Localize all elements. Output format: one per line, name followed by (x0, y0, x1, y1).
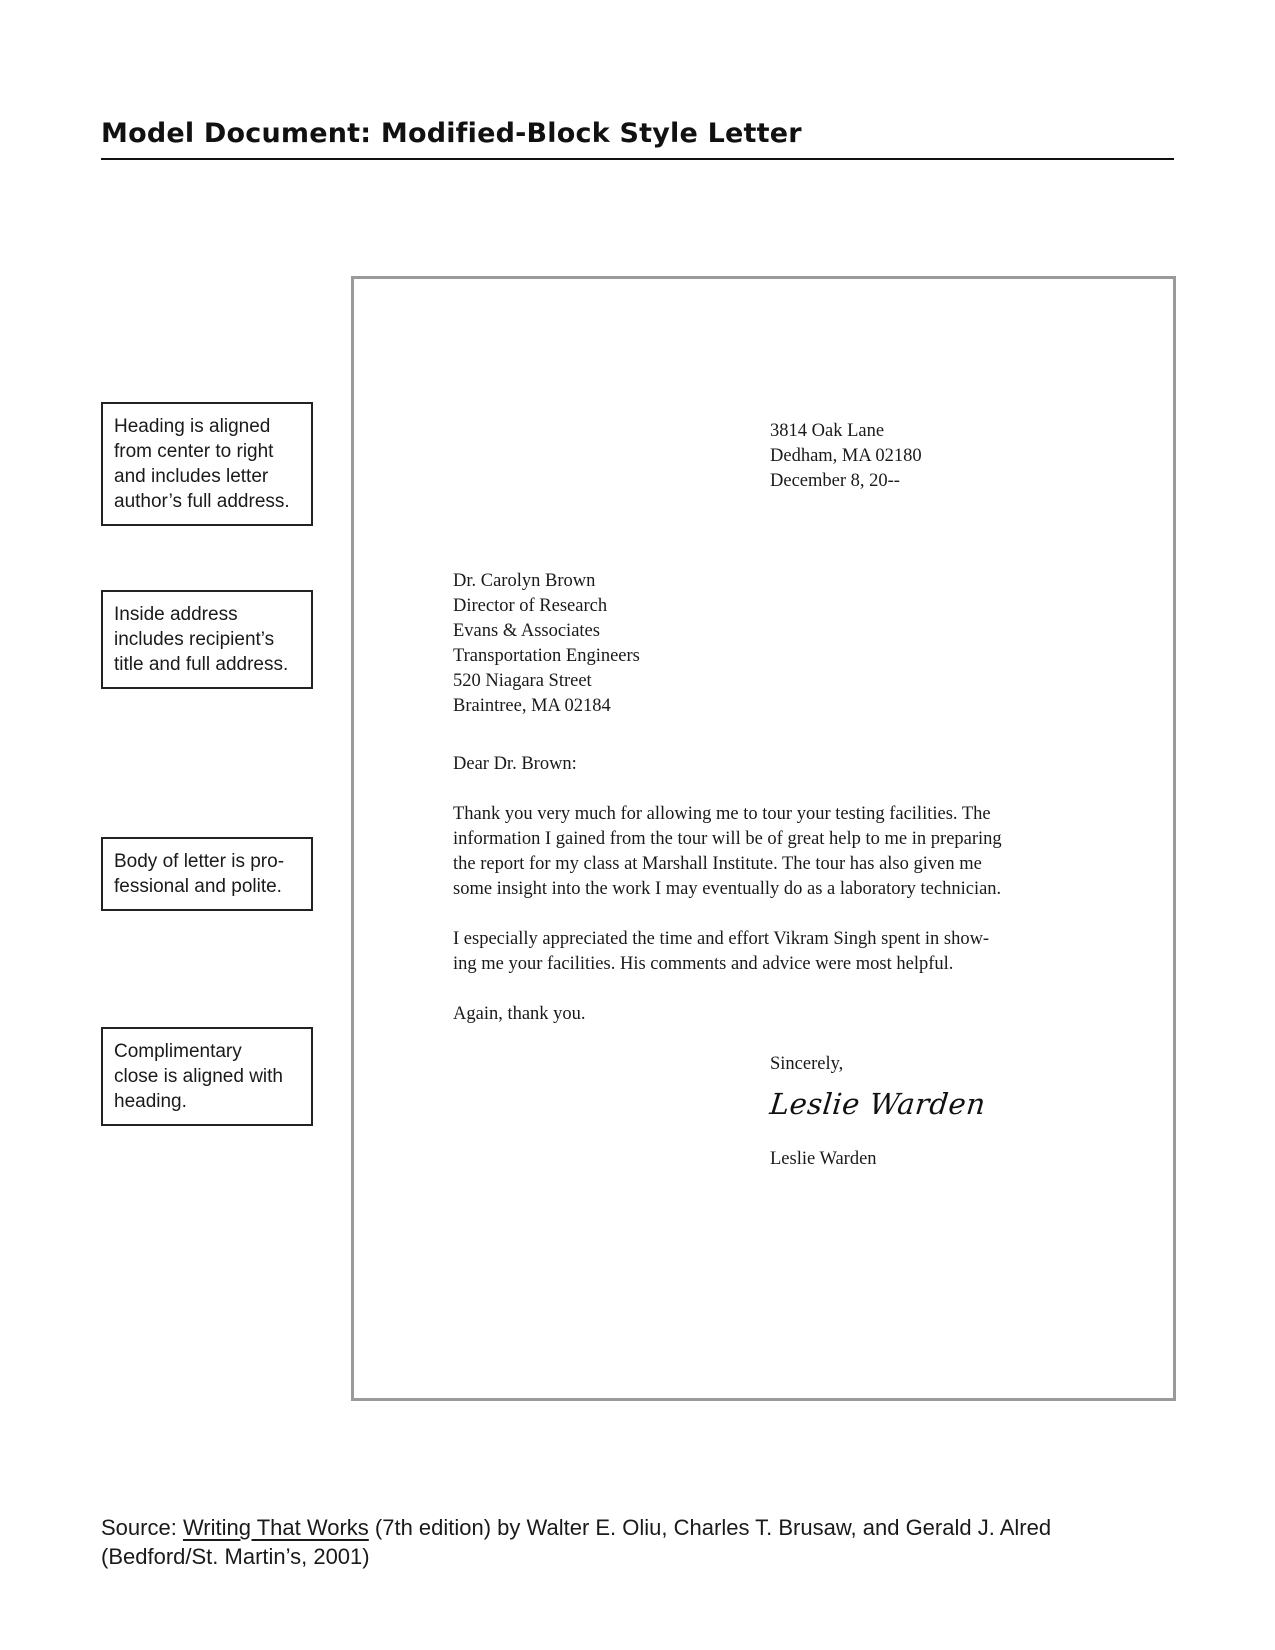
callout-body (101, 837, 313, 911)
callout-line: Inside address (114, 604, 238, 625)
body-line: some insight into the work I may eventually do as a laboratory technician. (453, 879, 1002, 899)
body-line: Thank you very much for allowing me to tour your testing facilities. The (453, 804, 991, 824)
body-paragraph-3: Again, thank you. (453, 1004, 586, 1024)
handwritten-signature: Leslie Warden (768, 1087, 988, 1121)
callout-line: from center to right (114, 441, 274, 462)
body-paragraph-1 (453, 802, 1002, 902)
callout-line: Heading is aligned (114, 416, 271, 437)
source-line-1 (101, 1513, 1051, 1542)
callout-line: author’s full address. (114, 491, 290, 512)
complimentary-close: Sincerely, (770, 1054, 844, 1074)
recipient-name: Dr. Carolyn Brown (453, 571, 596, 591)
source-citation (101, 1513, 1051, 1571)
typed-name: Leslie Warden (770, 1149, 877, 1169)
recipient-city: Braintree, MA 02184 (453, 696, 611, 716)
title-divider (101, 158, 1174, 160)
recipient-street: 520 Niagara Street (453, 671, 592, 691)
callout-line: close is aligned with (114, 1066, 283, 1087)
callout-line: includes recipient’s (114, 629, 275, 650)
recipient-title: Director of Research (453, 596, 608, 616)
callout-line: title and full address. (114, 654, 289, 675)
source-book-title: Writing That Works (182, 1515, 369, 1540)
source-line-2: (Bedford/St. Martin’s, 2001) (101, 1544, 370, 1569)
callout-line: fessional and polite. (114, 876, 282, 897)
callout-line: Body of letter is pro- (114, 851, 285, 872)
body-line: ing me your facilities. His comments and advice were most helpful. (453, 954, 954, 974)
callout-inside-address (101, 590, 313, 689)
callout-line: Complimentary (114, 1041, 242, 1062)
recipient-company: Evans & Associates (453, 621, 600, 641)
body-paragraph-2 (453, 927, 989, 977)
callout-line: heading. (114, 1091, 187, 1112)
page-title: Model Document: Modified-Block Style Letter (101, 118, 802, 149)
body-line: I especially appreciated the time and effort Vikram Singh spent in show- (453, 929, 990, 949)
source-suffix: (7th edition) by Walter E. Oliu, Charles T. Brusaw, and Gerald J. Alred (368, 1515, 1052, 1540)
recipient-department: Transportation Engineers (453, 646, 640, 666)
salutation: Dear Dr. Brown: (453, 754, 577, 774)
callout-line: and includes letter (114, 466, 269, 487)
body-line: information I gained from the tour will be of great help to me in preparing (453, 829, 1002, 849)
inside-address (453, 569, 640, 719)
heading-date: December 8, 20-- (770, 471, 900, 491)
heading-street: 3814 Oak Lane (770, 421, 885, 441)
heading-city: Dedham, MA 02180 (770, 446, 922, 466)
callout-close (101, 1027, 313, 1126)
letter-heading (770, 419, 922, 494)
callout-heading (101, 402, 313, 526)
source-prefix: Source: (101, 1515, 183, 1540)
body-line: the report for my class at Marshall Institute. The tour has also given me (453, 854, 982, 874)
